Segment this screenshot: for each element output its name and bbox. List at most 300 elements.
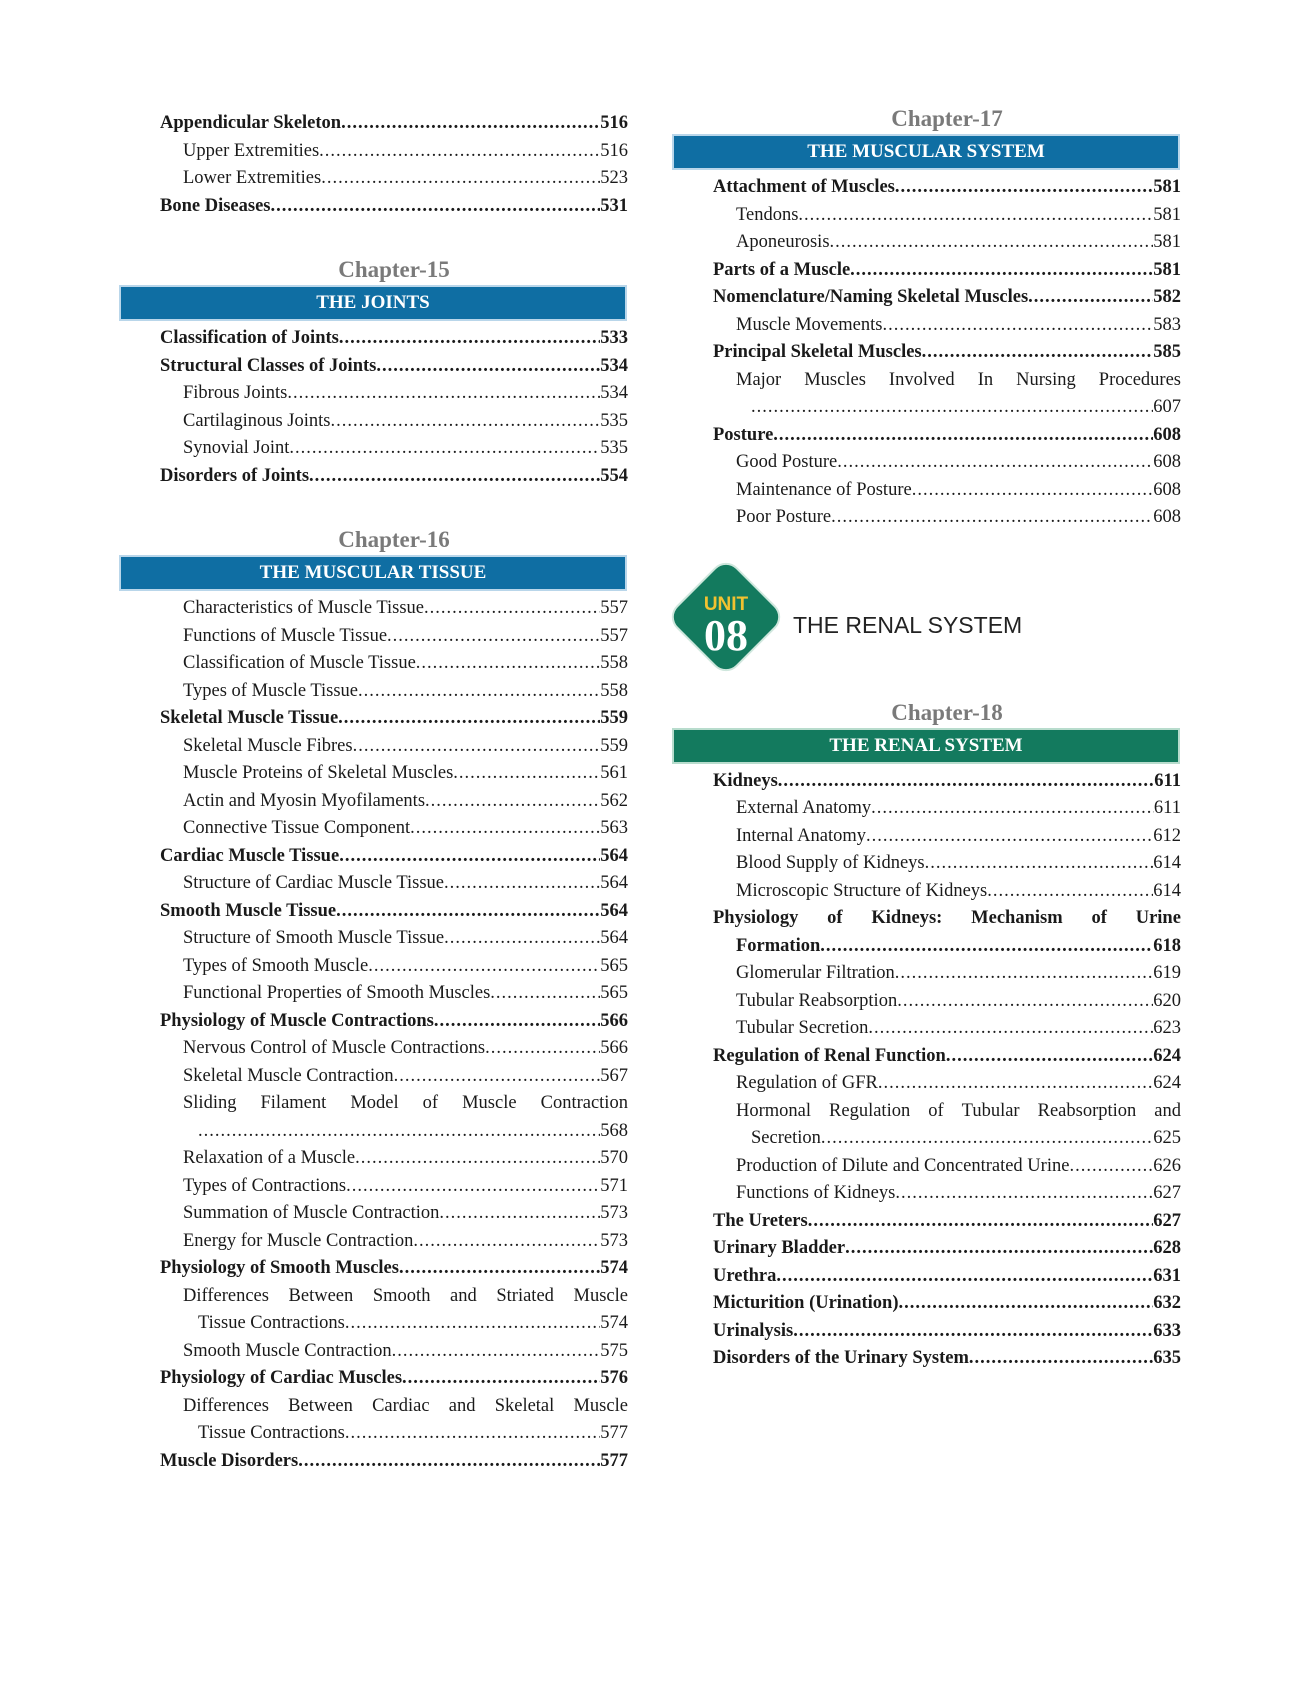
page-number: 575	[600, 1340, 628, 1361]
entry-title: Muscle Proteins of Skeletal Muscles	[183, 763, 454, 783]
entry-title: Functions of Kidneys	[736, 1183, 896, 1203]
toc-entry[interactable]	[713, 988, 1181, 1016]
entry-title-word: Regulation	[829, 1100, 911, 1121]
page-number: 633	[1153, 1320, 1181, 1341]
leader-dots	[837, 449, 1153, 477]
page-number: 559	[600, 708, 628, 728]
chapter-16-banner: THE MUSCULAR TISSUE	[121, 557, 625, 589]
entry-title: Urinalysis	[713, 1320, 794, 1341]
toc-entry[interactable]	[713, 768, 1181, 796]
entry-title: Nomenclature/Naming Skeletal Muscles	[713, 287, 1029, 307]
toc-group-chapter-17-b	[713, 422, 1181, 532]
entry-title: Disorders of Joints	[160, 465, 310, 486]
leader-dots	[345, 1420, 600, 1448]
page-number: 566	[600, 1038, 628, 1058]
entry-title: Tubular Reabsorption	[736, 990, 898, 1011]
toc-entry[interactable]	[713, 850, 1181, 878]
toc-entry[interactable]	[160, 1008, 628, 1036]
page-number: 573	[600, 1230, 628, 1251]
toc-entry[interactable]	[713, 449, 1181, 477]
toc-entry[interactable]	[160, 1200, 628, 1228]
toc-entry[interactable]	[713, 504, 1181, 532]
toc-entry[interactable]	[160, 678, 628, 706]
toc-entry[interactable]	[160, 760, 628, 788]
toc-entry[interactable]	[160, 408, 628, 436]
unit-number: 08	[704, 610, 748, 660]
entry-title-word: In	[977, 369, 994, 390]
entry-title-word: Filament	[260, 1093, 327, 1113]
entry-title-word: Skeletal	[494, 1395, 555, 1416]
toc-entry[interactable]	[713, 477, 1181, 505]
entry-title-cont: Tissue Contractions	[198, 1423, 345, 1443]
page-number: 608	[1153, 452, 1181, 472]
entry-title: Synovial Joint	[183, 438, 290, 458]
chapter-18-banner: THE RENAL SYSTEM	[674, 730, 1178, 762]
page-number: 535	[600, 410, 628, 431]
toc-entry[interactable]	[713, 878, 1181, 906]
entry-title: Microscopic Structure of Kidneys	[736, 880, 988, 901]
toc-entry[interactable]	[160, 1173, 628, 1201]
toc-entry[interactable]	[160, 1063, 628, 1091]
page-number: 585	[1153, 342, 1181, 362]
leader-dots	[345, 1310, 600, 1338]
leader-dots	[392, 1338, 601, 1366]
page-number: 567	[600, 1065, 628, 1086]
right-column	[703, 106, 1181, 1373]
toc-entry[interactable]	[160, 380, 628, 408]
toc-entry[interactable]	[160, 788, 628, 816]
leader-dots	[485, 1035, 600, 1063]
leader-dots	[434, 1008, 600, 1036]
page-number: 516	[600, 113, 628, 133]
entry-title-word: Hormonal	[736, 1100, 812, 1121]
leader-dots	[289, 435, 600, 463]
toc-entry[interactable]	[160, 325, 628, 353]
entry-title: Cardiac Muscle Tissue	[160, 845, 340, 866]
entry-title: Smooth Muscle Tissue	[160, 900, 337, 921]
entry-title-word: Between	[288, 1395, 353, 1416]
entry-title-word: Smooth	[372, 1285, 431, 1306]
chapter-17-title: Chapter-17	[891, 106, 1003, 131]
leader-dots	[895, 1180, 1153, 1208]
chapter-18-title: Chapter-18	[891, 699, 1003, 725]
page-number: 625	[1153, 1128, 1181, 1148]
page-number: 564	[600, 928, 628, 948]
entry-title: Appendicular Skeleton	[160, 113, 342, 133]
entry-title: Classification of Joints	[160, 328, 339, 348]
page-number: 619	[1153, 963, 1181, 983]
entry-title-word: Nursing	[1016, 369, 1076, 390]
page-number: 627	[1153, 1183, 1181, 1203]
page-number: 535	[600, 438, 628, 458]
toc-group-chapter-16-a	[160, 595, 628, 1090]
entry-title-word: and	[450, 1285, 477, 1306]
entry-title: Fibrous Joints	[183, 383, 288, 403]
toc-entry[interactable]	[160, 898, 628, 926]
entry-title-word: Between	[288, 1285, 354, 1306]
toc-entry-wrapped[interactable]	[160, 1393, 628, 1448]
page-number: 614	[1153, 853, 1181, 873]
entry-title: Muscle Disorders	[160, 1450, 299, 1471]
toc-entry[interactable]	[713, 422, 1181, 450]
leader-dots	[416, 650, 600, 678]
leader-dots	[987, 878, 1153, 906]
toc-entry[interactable]	[713, 823, 1181, 851]
entry-title: Nervous Control of Muscle Contractions	[183, 1038, 486, 1058]
leader-dots	[410, 815, 600, 843]
leader-dots	[425, 788, 600, 816]
toc-entry[interactable]	[160, 138, 628, 166]
wrapped-cont-line	[713, 1125, 1181, 1153]
toc-entry[interactable]	[713, 1290, 1181, 1318]
entry-title-word: Muscles	[804, 369, 866, 390]
leader-dots	[871, 795, 1154, 823]
wrapped-cont-line	[713, 933, 1181, 961]
chapter-15-title: Chapter-15	[338, 257, 450, 282]
entry-title-word: Model	[350, 1093, 399, 1113]
entry-title: Internal Anatomy	[736, 825, 866, 846]
leader-dots	[1028, 284, 1153, 312]
toc-entry[interactable]	[713, 1263, 1181, 1291]
leader-dots	[376, 353, 600, 381]
entry-title-word: Reabsorption	[1037, 1100, 1137, 1121]
page-number: 607	[1153, 397, 1181, 417]
leader-dots	[287, 380, 600, 408]
toc-entry[interactable]	[713, 1015, 1181, 1043]
toc-entry[interactable]	[713, 1318, 1181, 1346]
unit-title: THE RENAL SYSTEM	[793, 611, 1023, 638]
page-number: 632	[1153, 1293, 1181, 1313]
toc-entry[interactable]	[713, 1180, 1181, 1208]
entry-title-word: of	[422, 1093, 439, 1113]
unit-header	[703, 568, 1181, 696]
chapter-15-banner: THE JOINTS	[121, 287, 625, 319]
toc-group-chapter-16-c	[160, 1338, 628, 1393]
page-number: 576	[600, 1368, 628, 1388]
leader-dots	[439, 1200, 600, 1228]
toc-entry[interactable]	[160, 623, 628, 651]
toc-entry[interactable]	[160, 815, 628, 843]
toc-entry[interactable]	[160, 980, 628, 1008]
toc-entry[interactable]	[160, 1448, 628, 1476]
page-number: 628	[1153, 1238, 1181, 1258]
entry-title: Physiology of Muscle Contractions	[160, 1010, 434, 1031]
toc-entry[interactable]	[713, 174, 1181, 202]
page-number: 581	[1153, 259, 1181, 280]
entry-title-word: Kidneys:	[871, 908, 943, 928]
entry-title: Tendons	[736, 204, 799, 225]
toc-entry[interactable]	[160, 463, 628, 491]
page-number: 570	[600, 1148, 628, 1168]
entry-title: Good Posture	[736, 452, 838, 472]
wrapped-first-line	[713, 367, 1181, 395]
entry-title-word: Muscle	[462, 1093, 517, 1113]
toc-entry[interactable]	[160, 595, 628, 623]
toc-entry[interactable]	[160, 925, 628, 953]
toc-entry[interactable]	[160, 705, 628, 733]
entry-title: Functions of Muscle Tissue	[183, 625, 388, 646]
leader-dots	[198, 1118, 600, 1146]
leader-dots	[490, 980, 600, 1008]
entry-title-word: Differences	[183, 1395, 269, 1416]
entry-title-word: Cardiac	[372, 1395, 430, 1416]
toc-entry[interactable]	[713, 284, 1181, 312]
page-number: 611	[1154, 770, 1181, 791]
chapter-17-banner: THE MUSCULAR SYSTEM	[674, 136, 1178, 168]
entry-title: Connective Tissue Component	[183, 818, 411, 838]
toc-entry[interactable]	[160, 353, 628, 381]
entry-title: Classification of Muscle Tissue	[183, 653, 416, 673]
leader-dots	[402, 1365, 600, 1393]
page-number: 582	[1153, 287, 1181, 307]
toc-group-chapter-18-b	[713, 960, 1181, 1098]
toc-entry[interactable]	[713, 312, 1181, 340]
toc-entry[interactable]	[713, 1235, 1181, 1263]
entry-title-word: of	[1091, 908, 1107, 928]
page-number: 565	[600, 955, 628, 976]
entry-title: Skeletal Muscle Fibres	[183, 735, 353, 756]
leader-dots	[821, 1125, 1153, 1153]
toc-entry[interactable]	[713, 229, 1181, 257]
toc-group-chapter-16-d	[160, 1448, 628, 1476]
entry-title-cont: Tissue Contractions	[198, 1313, 345, 1333]
leader-dots	[453, 760, 600, 788]
entry-title-word: Muscle	[573, 1285, 628, 1306]
toc-entry[interactable]	[160, 435, 628, 463]
toc-entry[interactable]	[160, 650, 628, 678]
leader-dots	[798, 202, 1153, 230]
leader-dots	[298, 1448, 600, 1476]
toc-entry-wrapped[interactable]	[160, 1283, 628, 1338]
toc-entry[interactable]	[160, 1228, 628, 1256]
page-number: 618	[1153, 935, 1181, 956]
toc-entry-wrapped[interactable]	[713, 367, 1181, 422]
toc-group-pre	[160, 110, 628, 220]
entry-title-word: of	[928, 1100, 944, 1121]
page-number: 571	[600, 1175, 628, 1196]
entry-title: The Ureters	[713, 1210, 808, 1231]
leader-dots	[424, 595, 600, 623]
entry-title: Upper Extremities	[183, 140, 320, 161]
page-number: 554	[600, 465, 628, 486]
wrapped-first-line	[713, 905, 1181, 933]
page-number: 624	[1153, 1045, 1181, 1066]
leader-dots	[866, 823, 1153, 851]
entry-title: Skeletal Muscle Tissue	[160, 708, 339, 728]
toc-entry[interactable]	[713, 257, 1181, 285]
entry-title: Disorders of the Urinary System	[713, 1348, 969, 1368]
entry-title-word: Contraction	[540, 1093, 628, 1113]
page-number: 581	[1153, 232, 1181, 252]
leader-dots	[338, 705, 600, 733]
toc-entry[interactable]	[160, 733, 628, 761]
page-number: 620	[1153, 990, 1181, 1011]
toc-entry[interactable]	[160, 1365, 628, 1393]
entry-title: Parts of a Muscle	[713, 259, 851, 280]
entry-title: Characteristics of Muscle Tissue	[183, 598, 424, 618]
toc-entry[interactable]	[713, 960, 1181, 988]
leader-dots	[368, 953, 600, 981]
entry-title-word: Striated	[496, 1285, 554, 1306]
page-number: 635	[1153, 1348, 1181, 1368]
entry-title: Energy for Muscle Contraction	[183, 1230, 414, 1251]
leader-dots	[776, 1263, 1153, 1291]
toc-entry[interactable]	[713, 339, 1181, 367]
unit-label: UNIT	[703, 593, 749, 615]
leader-dots	[830, 229, 1154, 257]
entry-title: Attachment of Muscles	[713, 177, 895, 197]
page-number: 531	[600, 195, 628, 216]
leader-dots	[925, 850, 1154, 878]
leader-dots	[341, 110, 600, 138]
leader-dots	[319, 138, 600, 166]
entry-title-word: and	[1154, 1100, 1181, 1121]
wrapped-first-line	[160, 1283, 628, 1311]
leader-dots	[820, 933, 1153, 961]
leader-dots	[778, 768, 1154, 796]
entry-title-word: Tubular	[961, 1100, 1020, 1121]
entry-title-word: Mechanism	[971, 908, 1063, 928]
leader-dots	[413, 1228, 600, 1256]
page-number: 564	[600, 845, 628, 866]
wrapped-first-line	[713, 1098, 1181, 1126]
leader-dots	[868, 1015, 1153, 1043]
entry-title: Structure of Cardiac Muscle Tissue	[183, 873, 445, 893]
entry-title: Structure of Smooth Muscle Tissue	[183, 928, 445, 948]
leader-dots	[831, 504, 1153, 532]
toc-entry[interactable]	[160, 1255, 628, 1283]
entry-title-cont: Secretion	[751, 1128, 821, 1148]
toc-entry[interactable]	[160, 843, 628, 871]
toc-entry-wrapped[interactable]	[713, 1098, 1181, 1153]
page-number: 611	[1153, 798, 1181, 818]
toc-entry[interactable]	[160, 1338, 628, 1366]
toc-group-chapter-16-b	[160, 1145, 628, 1283]
leader-dots	[912, 477, 1154, 505]
leader-dots	[353, 733, 601, 761]
leader-dots	[331, 408, 601, 436]
entry-title: Skeletal Muscle Contraction	[183, 1065, 394, 1086]
entry-title: Cartilaginous Joints	[183, 410, 331, 431]
entry-title: Regulation of GFR	[736, 1073, 878, 1093]
page-number: 624	[1153, 1073, 1181, 1093]
page-number: 608	[1153, 507, 1181, 527]
page-number: 574	[600, 1313, 628, 1333]
page-number: 614	[1153, 880, 1181, 901]
toc-entry[interactable]	[160, 110, 628, 138]
page-number: 533	[600, 328, 628, 348]
page-number: 565	[600, 983, 628, 1003]
entry-title: Maintenance of Posture	[736, 479, 912, 500]
leader-dots	[394, 1063, 601, 1091]
leader-dots	[399, 1255, 600, 1283]
entry-title: Posture	[713, 424, 774, 445]
chapter-16-title: Chapter-16	[338, 527, 450, 552]
entry-title-word: Differences	[183, 1285, 269, 1306]
wrapped-cont-line	[160, 1310, 628, 1338]
entry-title: Principal Skeletal Muscles	[713, 342, 922, 362]
leader-dots	[946, 1043, 1153, 1071]
page-number: 566	[600, 1010, 628, 1031]
leader-dots	[878, 1070, 1153, 1098]
leader-dots	[309, 463, 600, 491]
entry-title: Summation of Muscle Contraction	[183, 1203, 440, 1223]
page-number: 577	[600, 1450, 628, 1471]
entry-title-word: Major	[736, 369, 782, 390]
page-number: 523	[600, 168, 628, 188]
toc-entry[interactable]	[713, 1345, 1181, 1373]
page-number: 557	[600, 598, 628, 618]
leader-dots	[336, 898, 600, 926]
page-number: 583	[1153, 314, 1181, 335]
leader-dots	[355, 1145, 600, 1173]
toc-entry-wrapped[interactable]	[160, 1090, 628, 1145]
leader-dots	[882, 312, 1153, 340]
page-number: 573	[600, 1203, 628, 1223]
toc-group-chapter-18-a	[713, 768, 1181, 906]
toc-entry[interactable]	[713, 1043, 1181, 1071]
leader-dots	[895, 174, 1153, 202]
leader-dots	[339, 843, 600, 871]
page-number: 558	[600, 653, 628, 673]
toc-group-chapter-17-a	[713, 174, 1181, 367]
page-number: 534	[600, 383, 628, 403]
page-number: 558	[600, 680, 628, 701]
page-number: 563	[600, 818, 628, 838]
entry-title: Types of Smooth Muscle	[183, 955, 369, 976]
toc-entry-wrapped[interactable]	[713, 905, 1181, 960]
page-number: 562	[600, 790, 628, 811]
page-number: 623	[1153, 1018, 1181, 1038]
toc-entry[interactable]	[160, 870, 628, 898]
page-number: 534	[600, 355, 628, 376]
leader-dots	[922, 339, 1154, 367]
leader-dots	[751, 394, 1153, 422]
toc-entry[interactable]	[160, 1145, 628, 1173]
entry-title: Lower Extremities	[183, 168, 322, 188]
toc-entry[interactable]	[713, 1070, 1181, 1098]
page-number: 516	[600, 140, 628, 161]
entry-title: Glomerular Filtration	[736, 963, 895, 983]
toc-entry[interactable]	[160, 1035, 628, 1063]
wrapped-first-line	[160, 1393, 628, 1421]
toc-entry[interactable]	[713, 1208, 1181, 1236]
page-number: 564	[600, 873, 628, 893]
leader-dots	[321, 165, 600, 193]
page-number: 631	[1153, 1265, 1181, 1286]
page-number: 608	[1153, 424, 1181, 445]
leader-dots	[899, 1290, 1154, 1318]
leader-dots	[793, 1318, 1153, 1346]
page-number: 626	[1153, 1155, 1181, 1176]
entry-title-word: Muscle	[573, 1395, 628, 1416]
toc-entry[interactable]	[713, 202, 1181, 230]
toc-entry[interactable]	[713, 795, 1181, 823]
toc-entry[interactable]	[713, 1153, 1181, 1181]
toc-entry[interactable]	[160, 165, 628, 193]
entry-title-cont: Formation	[736, 935, 821, 956]
toc-entry[interactable]	[160, 193, 628, 221]
entry-title: Types of Muscle Tissue	[183, 680, 358, 701]
page-number: 559	[600, 735, 628, 756]
leader-dots	[969, 1345, 1153, 1373]
toc-entry[interactable]	[160, 953, 628, 981]
wrapped-dots-line	[713, 394, 1181, 422]
entry-title: Physiology of Smooth Muscles	[160, 1258, 399, 1278]
entry-title: Structural Classes of Joints	[160, 355, 377, 376]
entry-title-word: Physiology	[713, 908, 799, 928]
entry-title: Types of Contractions	[183, 1175, 347, 1196]
